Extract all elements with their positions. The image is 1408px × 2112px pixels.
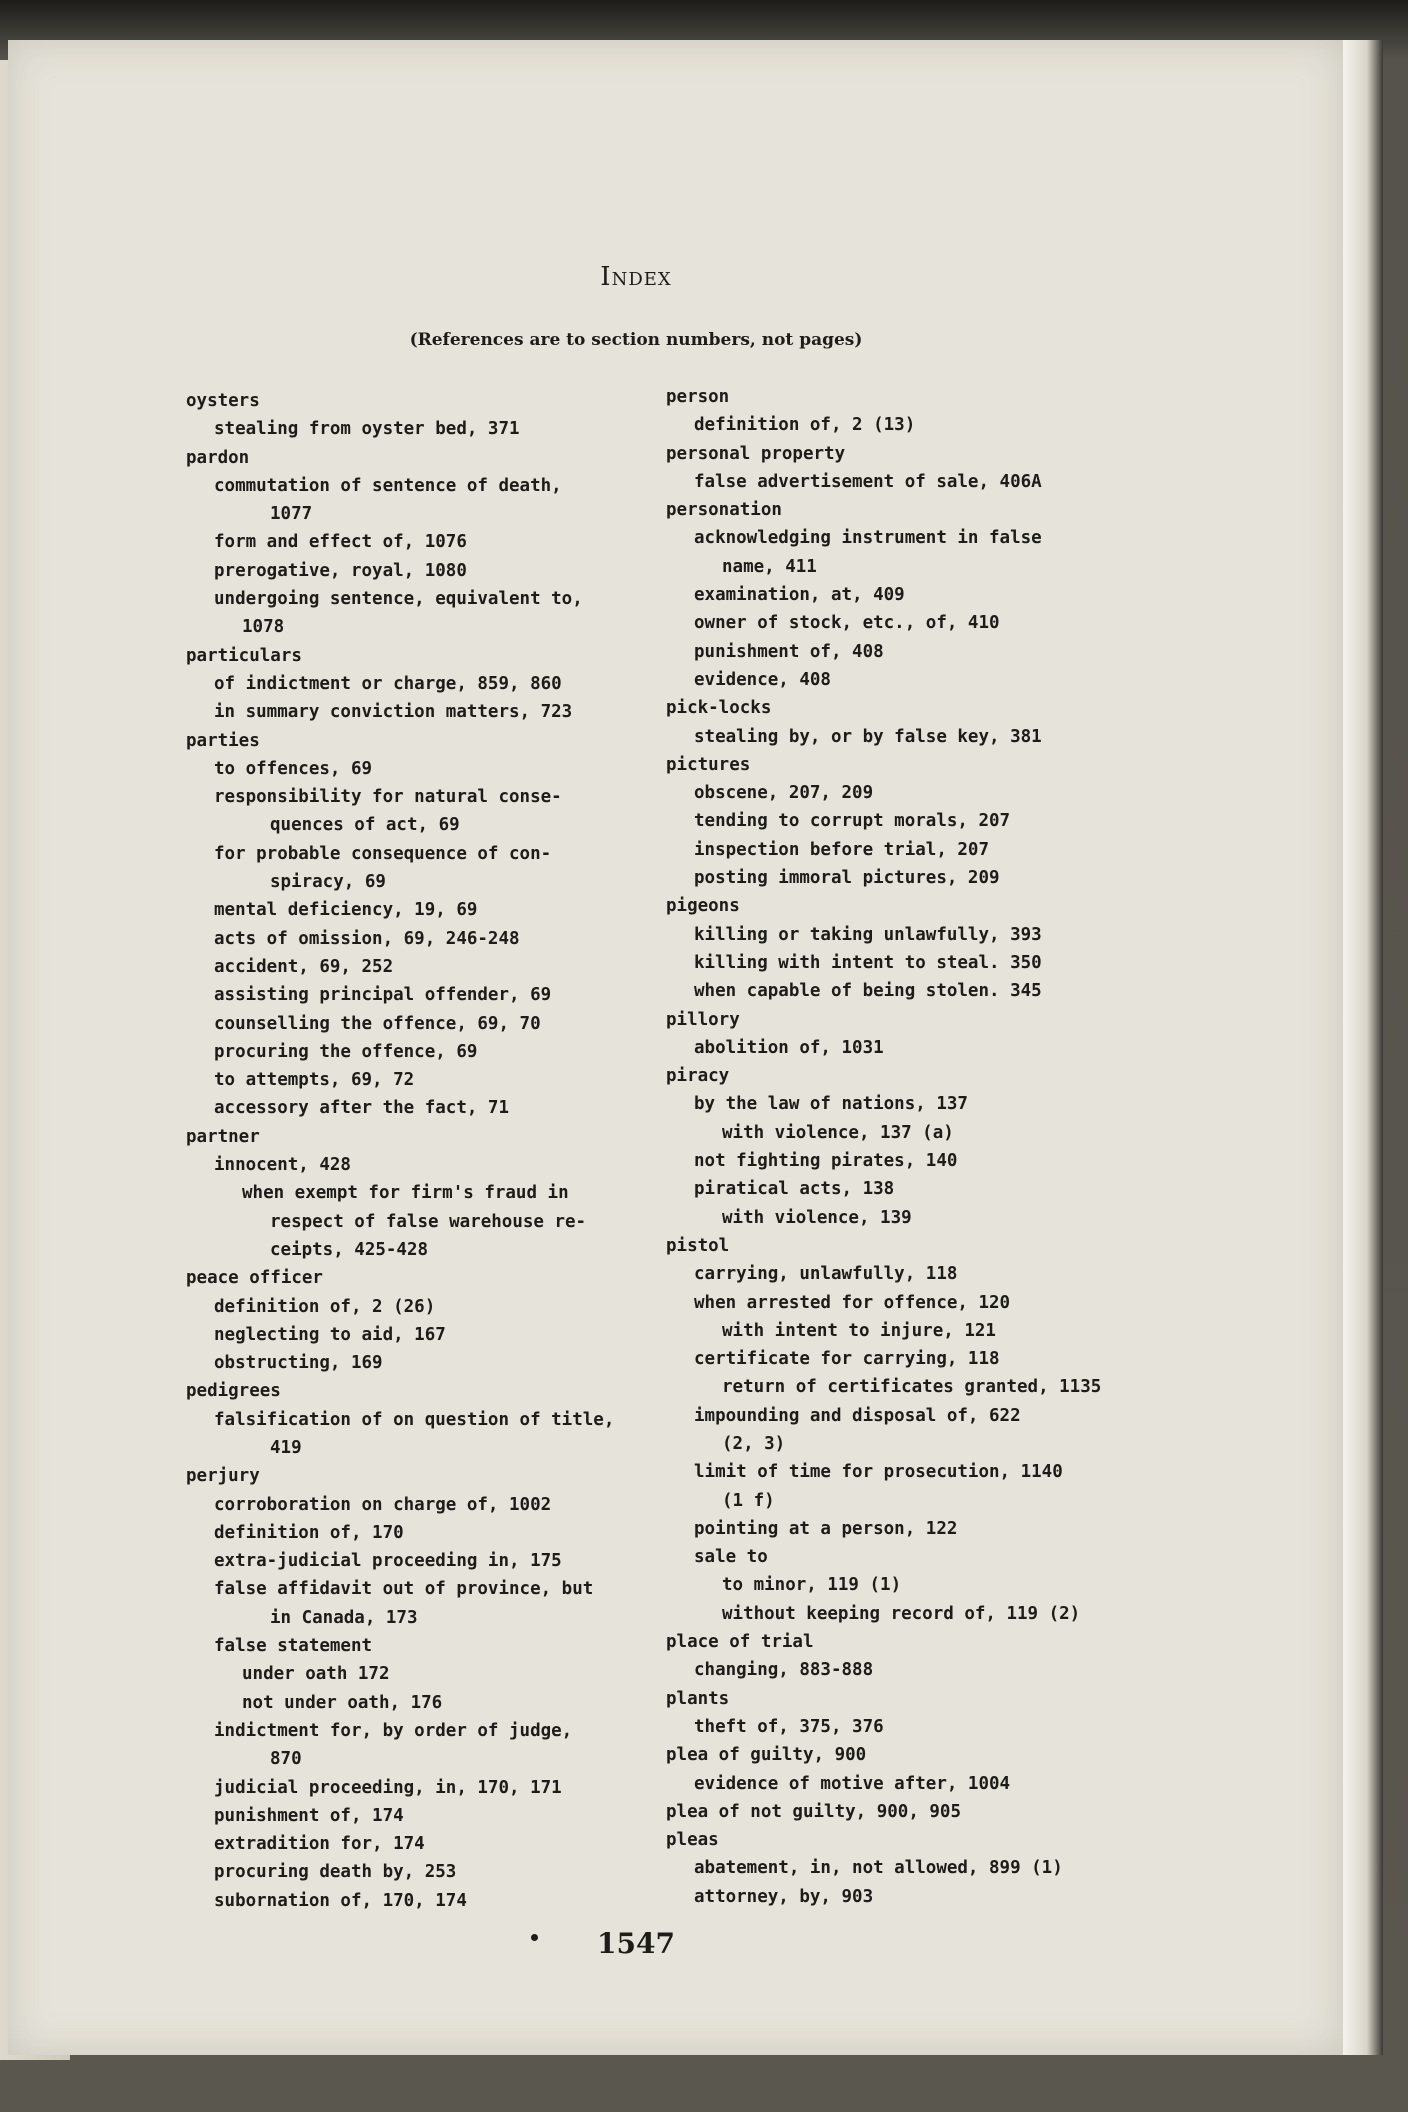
index-subentry: form and effect of, 1076 (214, 532, 467, 553)
index-heading: partner (186, 1126, 260, 1147)
index-subentry: abatement, in, not allowed, 899 (1) (694, 1858, 1063, 1879)
index-subentry: counselling the offence, 69, 70 (214, 1013, 541, 1034)
index-subentry: evidence, 408 (694, 669, 831, 690)
index-column-right (666, 383, 1106, 1911)
index-subentry: false statement (214, 1636, 373, 1657)
index-subentry: evidence of motive after, 1004 (694, 1773, 1011, 1794)
index-subentry: neglecting to aid, 167 (214, 1324, 446, 1345)
index-heading: personation (666, 500, 782, 521)
index-subentry: abolition of, 1031 (694, 1037, 884, 1058)
index-heading: pick-locks (666, 698, 772, 719)
index-subentry: sale to (694, 1547, 768, 1568)
index-subentry: under oath 172 (242, 1664, 390, 1685)
index-subentry: extradition for, 174 (214, 1834, 425, 1855)
index-subentry: obstructing, 169 (214, 1353, 383, 1374)
index-heading: parties (186, 730, 260, 751)
index-subentry: examination, at, 409 (694, 585, 905, 606)
index-subentry: piratical acts, 138 (694, 1179, 895, 1200)
index-column-left (186, 387, 646, 1915)
index-subentry: (2, 3) (722, 1433, 786, 1454)
index-heading: pigeons (666, 896, 740, 917)
index-subentry: 1077 (270, 504, 313, 525)
index-subentry: prerogative, royal, 1080 (214, 560, 467, 581)
index-subentry: indictment for, by order of judge, (214, 1720, 573, 1741)
index-subentry: not under oath, 176 (242, 1692, 443, 1713)
index-subentry: attorney, by, 903 (694, 1886, 874, 1907)
index-subentry: definition of, 2 (26) (214, 1296, 436, 1317)
index-subentry: respect of false warehouse re- (270, 1211, 587, 1232)
index-heading: pedigrees (186, 1381, 281, 1402)
index-subentry: punishment of, 408 (694, 641, 884, 662)
index-subentry: with intent to injure, 121 (722, 1320, 996, 1341)
index-subentry: to offences, 69 (214, 758, 373, 779)
index-heading: plants (666, 1688, 730, 1709)
index-heading: particulars (186, 645, 302, 666)
index-subentry: owner of stock, etc., of, 410 (694, 613, 1000, 634)
index-subentry: to attempts, 69, 72 (214, 1070, 415, 1091)
index-subentry: of indictment or charge, 859, 860 (214, 673, 562, 694)
index-heading: perjury (186, 1466, 260, 1487)
index-subentry: assisting principal offender, 69 (214, 985, 552, 1006)
page-title: Index (600, 262, 672, 292)
index-subentry: accessory after the fact, 71 (214, 1098, 510, 1119)
index-heading: pillory (666, 1009, 740, 1030)
index-subentry: inspection before trial, 207 (694, 839, 990, 860)
index-subentry: undergoing sentence, equivalent to, (214, 589, 583, 610)
index-subentry: acts of omission, 69, 246-248 (214, 928, 520, 949)
index-subentry: (1 f) (722, 1490, 775, 1511)
index-subentry: punishment of, 174 (214, 1805, 404, 1826)
page-content (176, 262, 1102, 1962)
index-subentry: to minor, 119 (1) (722, 1575, 902, 1596)
index-subentry: judicial proceeding, in, 170, 171 (214, 1777, 562, 1798)
index-subentry: with violence, 139 (722, 1207, 912, 1228)
index-subentry: corroboration on charge of, 1002 (214, 1494, 552, 1515)
index-subentry: responsibility for natural conse- (214, 787, 562, 808)
index-subentry: by the law of nations, 137 (694, 1094, 968, 1115)
index-subentry: mental deficiency, 19, 69 (214, 900, 478, 921)
index-subentry: tending to corrupt morals, 207 (694, 811, 1011, 832)
index-heading: pistol (666, 1235, 730, 1256)
page-number: 1547 (597, 1927, 675, 1960)
index-subentry: 870 (270, 1749, 302, 1770)
index-subentry: 1078 (242, 617, 285, 638)
page-edge-right (1343, 40, 1383, 2055)
index-heading: oysters (186, 391, 260, 411)
index-subentry: not fighting pirates, 140 (694, 1151, 958, 1172)
index-heading: place of trial (666, 1632, 814, 1653)
index-subentry: procuring death by, 253 (214, 1862, 457, 1883)
index-subentry: subornation of, 170, 174 (214, 1890, 467, 1911)
index-heading: plea of guilty, 900 (666, 1745, 867, 1766)
index-heading: piracy (666, 1066, 730, 1087)
index-subentry: for probable consequence of con- (214, 843, 552, 864)
index-heading: person (666, 387, 730, 407)
index-subentry: definition of, 2 (13) (694, 415, 916, 436)
index-heading: personal property (666, 443, 846, 464)
index-subentry: carrying, unlawfully, 118 (694, 1264, 958, 1285)
index-subentry: without keeping record of, 119 (2) (722, 1603, 1081, 1624)
index-subentry: obscene, 207, 209 (694, 783, 874, 804)
index-subentry: innocent, 428 (214, 1155, 351, 1176)
index-subentry: return of certificates granted, 1135 (722, 1377, 1102, 1398)
index-heading: plea of not guilty, 900, 905 (666, 1801, 962, 1822)
index-heading: pictures (666, 754, 751, 775)
index-subentry: killing with intent to steal. 350 (694, 952, 1042, 973)
index-subentry: posting immoral pictures, 209 (694, 868, 1000, 889)
index-subentry: changing, 883-888 (694, 1660, 874, 1681)
index-subentry: stealing from oyster bed, 371 (214, 419, 520, 440)
page-subtitle: (References are to section numbers, not pages) (409, 330, 863, 350)
index-subentry: commutation of sentence of death, (214, 475, 562, 496)
index-heading: pleas (666, 1830, 719, 1851)
index-subentry: procuring the offence, 69 (214, 1041, 478, 1062)
index-subentry: stealing by, or by false key, 381 (694, 726, 1042, 747)
index-subentry: killing or taking unlawfully, 393 (694, 924, 1042, 945)
index-subentry: certificate for carrying, 118 (694, 1349, 1000, 1370)
index-subentry: definition of, 170 (214, 1522, 404, 1543)
index-subentry: falsification of on question of title, (214, 1409, 615, 1430)
index-subentry: quences of act, 69 (270, 815, 460, 836)
index-subentry: in summary conviction matters, 723 (214, 702, 573, 723)
index-subentry: accident, 69, 252 (214, 956, 394, 977)
index-subentry: false affidavit out of province, but (214, 1579, 594, 1600)
index-subentry: when exempt for firm's fraud in (242, 1183, 569, 1204)
index-subentry: impounding and disposal of, 622 (694, 1405, 1021, 1426)
index-subentry: name, 411 (722, 556, 817, 577)
index-heading: peace officer (186, 1268, 323, 1289)
index-subentry: false advertisement of sale, 406A (694, 471, 1042, 492)
index-subentry: 419 (270, 1437, 302, 1458)
index-subentry: in Canada, 173 (270, 1607, 418, 1628)
index-subentry: pointing at a person, 122 (694, 1518, 958, 1539)
index-subentry: extra-judicial proceeding in, 175 (214, 1551, 562, 1572)
index-subentry: theft of, 375, 376 (694, 1716, 884, 1737)
index-subentry: when capable of being stolen. 345 (694, 981, 1042, 1002)
index-subentry: with violence, 137 (a) (722, 1122, 954, 1143)
index-subentry: limit of time for prosecution, 1140 (694, 1462, 1063, 1483)
index-subentry: acknowledging instrument in false (694, 528, 1042, 549)
index-subentry: when arrested for offence, 120 (694, 1292, 1011, 1313)
index-subentry: spiracy, 69 (270, 872, 386, 893)
index-heading: pardon (186, 447, 250, 468)
index-subentry: ceipts, 425-428 (270, 1239, 429, 1260)
